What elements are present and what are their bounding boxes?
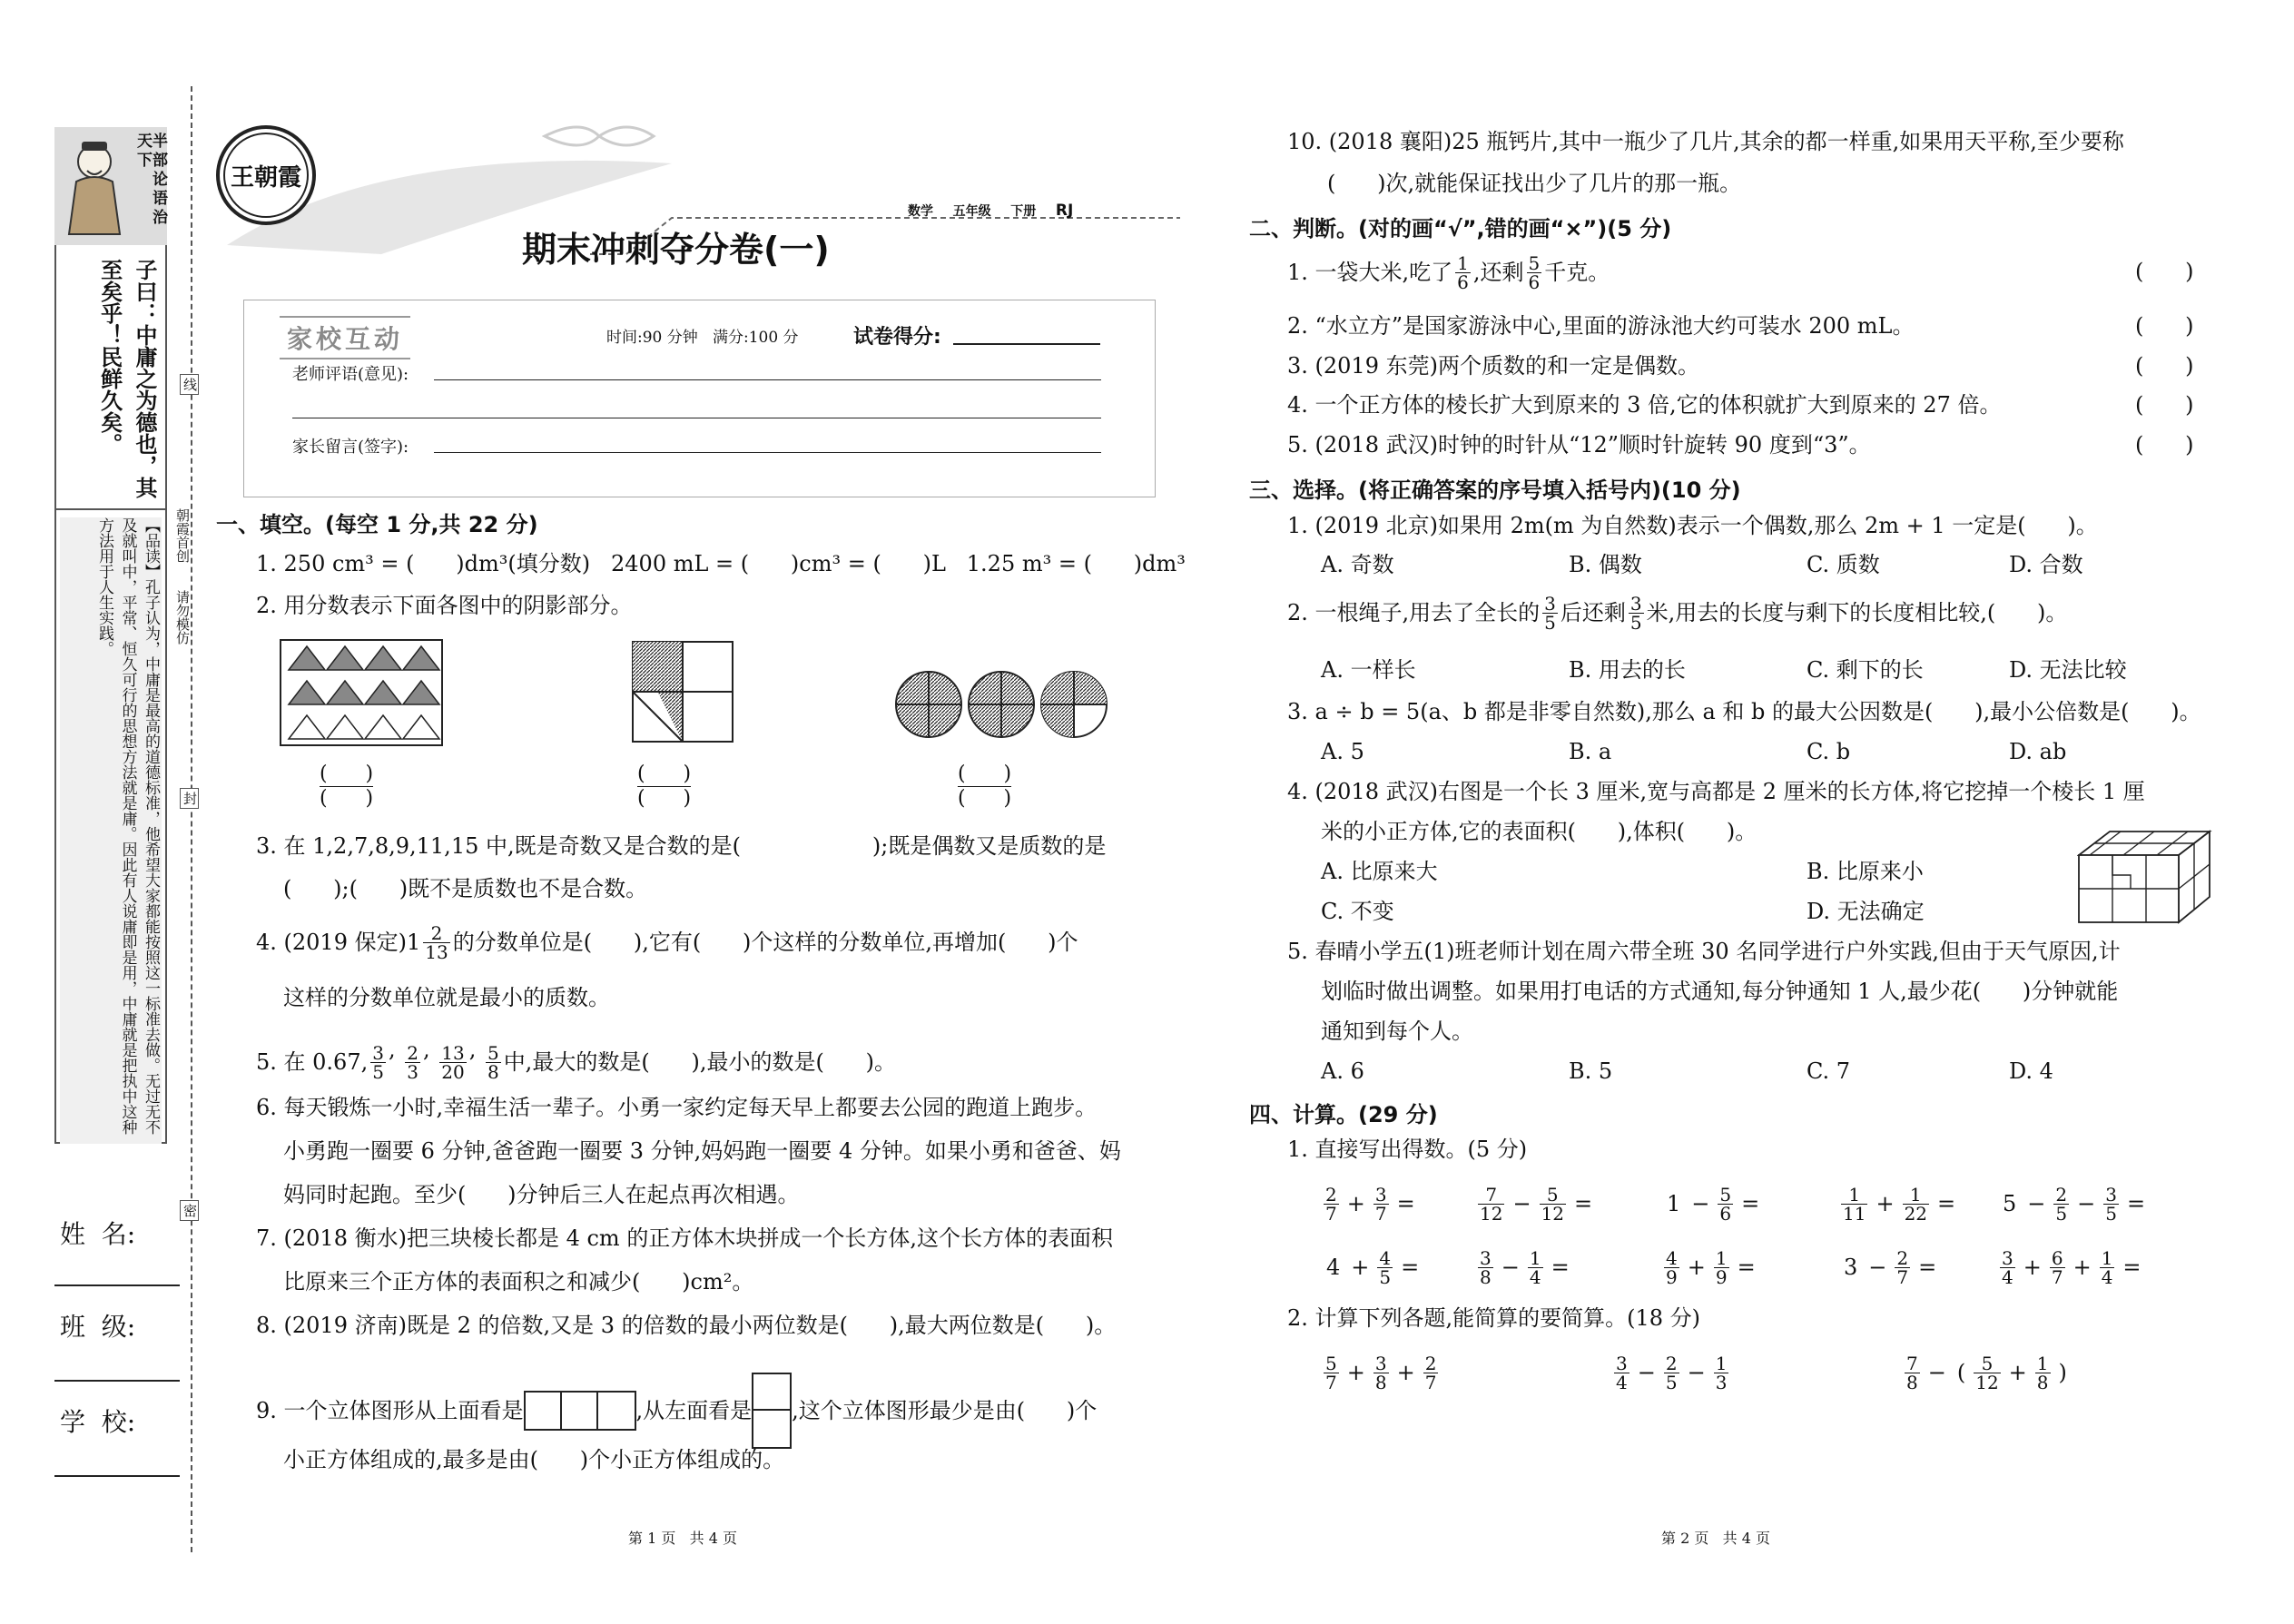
question-2: 2. 用分数表示下面各图中的阴影部分。	[256, 593, 633, 618]
fraction-numerator: 4	[1379, 1246, 1392, 1269]
judge-2-answer[interactable]: ( )	[2135, 313, 2194, 339]
fraction-denominator: 4	[1616, 1371, 1628, 1393]
q5-frac-4-den: 8	[487, 1061, 499, 1084]
calc-token: 3	[1844, 1255, 1858, 1280]
judge-1-mid: ,还剩	[1472, 260, 1524, 286]
page-footer-1: 第 1 页 共 4 页	[628, 1530, 737, 1547]
answer-fraction-2[interactable]	[637, 763, 691, 812]
fraction	[1478, 1183, 1504, 1225]
fraction	[1614, 1354, 1629, 1392]
page-title: 期末冲刺夺分卷(一)	[522, 230, 830, 270]
fraction-denominator: 8	[1480, 1265, 1492, 1288]
calc-expression	[1475, 1240, 1575, 1294]
choice-1-c[interactable]: C. 质数	[1807, 552, 1880, 577]
fraction-denominator: 5	[2105, 1202, 2117, 1225]
calc-expression	[1997, 1176, 2151, 1231]
fraction-numerator: 2	[1325, 1183, 1337, 1206]
q9-prefix: 9. 一个立体图形从上面看是	[256, 1397, 524, 1423]
fraction-denominator: 9	[1715, 1265, 1728, 1288]
fraction-denominator: 22	[1904, 1202, 1928, 1225]
choice-3-a[interactable]: A. 5	[1321, 739, 1364, 764]
choice-2-frac-a-num: 3	[1544, 593, 1556, 615]
fraction-numerator: 5	[1974, 1354, 2000, 1373]
fraction-denominator: 4	[2002, 1265, 2013, 1288]
calc-part-2: 2. 计算下列各题,能简算的要简算。(18 分)	[1287, 1305, 1701, 1331]
judge-5: 5. (2018 武汉)时钟的时针从“12”顺时针旋转 90 度到“3”。	[1287, 432, 1871, 458]
fraction-denominator: 9	[1666, 1265, 1678, 1288]
fraction	[1423, 1354, 1439, 1392]
fraction-denominator: 7	[1325, 1371, 1337, 1393]
choice-5-d[interactable]: D. 4	[2009, 1058, 2053, 1084]
calc-token: =	[1551, 1255, 1570, 1280]
calc-token: 4	[1326, 1255, 1341, 1280]
calc-token: −	[1868, 1255, 1887, 1280]
fraction-denominator: 8	[2036, 1371, 2049, 1393]
calc-token: )	[2058, 1360, 2067, 1385]
calc-expression	[1321, 1345, 1441, 1400]
calc-expression	[1661, 1240, 1761, 1294]
q5-frac-1	[370, 1042, 386, 1084]
interaction-label: 家校互动	[280, 316, 410, 359]
calc-token: −	[1927, 1360, 1946, 1385]
subject-tags	[908, 195, 1086, 221]
fraction-numerator: 3	[1616, 1352, 1628, 1374]
name-label: 姓 名:	[60, 1219, 136, 1249]
calc-token: =	[2122, 1255, 2141, 1280]
question-8: 8. (2019 济南)既是 2 的倍数,又是 3 的倍数的最小两位数是( ),最大两位数是( )。	[256, 1313, 1117, 1338]
fraction-numerator: 2	[1896, 1246, 1909, 1269]
calc-row-1	[1321, 1176, 2192, 1231]
choice-2-frac-b	[1629, 595, 1644, 632]
fraction	[1841, 1183, 1867, 1225]
calc-row-3	[1321, 1345, 2192, 1400]
cut-mark-secret: 密	[180, 1200, 199, 1221]
exam-meta: 时间:90 分钟 满分:100 分	[606, 329, 799, 347]
calc-token: −	[2077, 1191, 2096, 1216]
choice-3-b[interactable]: B. a	[1569, 739, 1612, 764]
q5-prefix: 5. 在 0.67,	[256, 1049, 369, 1076]
calc-token: =	[1741, 1191, 1760, 1216]
judge-1-answer[interactable]: ( )	[2135, 259, 2194, 284]
fraction	[1974, 1354, 2000, 1392]
fraction	[2000, 1246, 2015, 1288]
fraction-numerator: 1	[1529, 1246, 1541, 1269]
figure-square	[632, 641, 733, 743]
calc-token: 1	[1667, 1191, 1681, 1216]
choice-2-post: 米,用去的长度与剩下的长度相比较,( )。	[1646, 600, 2068, 626]
fraction-numerator: 1	[1903, 1186, 1929, 1205]
fraction-numerator: 3	[2002, 1246, 2013, 1269]
fraction-numerator: 3	[1374, 1183, 1387, 1206]
choice-5c: 通知到每个人。	[1321, 1019, 1473, 1044]
question-6c: 妈同时起跑。至少( )分钟后三人在起点再次相遇。	[283, 1182, 800, 1207]
fraction-denominator: 5	[1665, 1371, 1678, 1393]
fraction	[2035, 1354, 2051, 1392]
fraction-denominator: 6	[1719, 1202, 1732, 1225]
fraction-denominator: 5	[2055, 1202, 2068, 1225]
choice-1: 1. (2019 北京)如果用 2m(m 为自然数)表示一个偶数,那么 2m + 1 一定是( )。	[1287, 513, 2098, 538]
fraction-denominator: 7	[1896, 1265, 1909, 1288]
sidebar-badge: 半部论语治天下	[133, 133, 167, 228]
fraction-denominator: 12	[1480, 1202, 1503, 1225]
answer-fraction-1[interactable]	[320, 763, 373, 812]
tag-grade: 五年级	[952, 204, 991, 219]
sidebar-divider	[54, 508, 167, 510]
q5-frac-2	[405, 1042, 420, 1084]
calc-token: −	[1637, 1360, 1656, 1385]
calc-expression	[1838, 1240, 1942, 1294]
q5-frac-2-num: 2	[407, 1042, 418, 1065]
answer-fraction-3-den: ( )	[958, 787, 1012, 811]
question-9a	[256, 1373, 1097, 1449]
choice-3-c[interactable]: C. b	[1807, 739, 1851, 764]
question-3a: 3. 在 1,2,7,8,9,11,15 中,既是奇数又是合数的是( );既是偶数又是质数的是	[256, 833, 1107, 859]
fraction-numerator: 5	[1540, 1186, 1566, 1205]
calc-expression	[1838, 1176, 1961, 1231]
left-view-figure	[752, 1373, 792, 1449]
fraction-denominator: 7	[1374, 1202, 1387, 1225]
calc-token: −	[1691, 1191, 1710, 1216]
calc-token: =	[1574, 1191, 1593, 1216]
fraction-numerator: 5	[1325, 1352, 1337, 1374]
answer-fraction-1-den: ( )	[320, 787, 374, 811]
choice-2-c[interactable]: C. 剩下的长	[1807, 657, 1924, 683]
choice-4-c[interactable]: C. 不变	[1321, 899, 1394, 924]
fraction-denominator: 8	[1906, 1371, 1918, 1393]
sidebar-quote: 子曰：中庸之为德也，其至矣乎！民鲜久矣。	[96, 259, 157, 498]
fraction	[2053, 1183, 2069, 1225]
fraction	[1714, 1354, 1729, 1392]
judge-1-frac-a-den: 6	[1457, 271, 1469, 293]
calc-token: +	[1396, 1360, 1415, 1385]
calc-token: =	[1401, 1255, 1420, 1280]
calc-token: =	[1396, 1191, 1415, 1216]
choice-5-b[interactable]: B. 5	[1569, 1058, 1613, 1084]
judge-1-frac-b-den: 6	[1528, 271, 1541, 293]
section-fill-blank: 一、填空。(每空 1 分,共 22 分)	[216, 512, 538, 537]
choice-2-mid: 后还剩	[1560, 600, 1626, 626]
calc-token: +	[2008, 1360, 2027, 1385]
cut-mark-line: 线	[180, 374, 199, 395]
tag-volume: 下册	[1010, 204, 1037, 219]
q5-suffix: 中,最大的数是( ),最小的数是( )。	[503, 1049, 896, 1076]
choice-5-a[interactable]: A. 6	[1321, 1058, 1364, 1084]
question-3b: ( );( )既不是质数也不是合数。	[283, 876, 648, 901]
cuboid-figure	[2077, 828, 2213, 928]
answer-fraction-1-num: ( )	[320, 763, 373, 787]
choice-4b: 米的小正方体,它的表面积( ),体积( )。	[1321, 819, 1757, 844]
choice-2-frac-b-num: 3	[1629, 593, 1642, 615]
q5-frac-3-num: 13	[441, 1042, 465, 1065]
answer-fraction-3-num: ( )	[958, 763, 1011, 787]
calc-token: −	[1512, 1191, 1531, 1216]
logo-text: 王朝霞	[230, 163, 301, 192]
fraction-numerator: 7	[1478, 1186, 1504, 1205]
q5-frac-3-den: 20	[441, 1061, 465, 1084]
answer-fraction-3[interactable]	[958, 763, 1011, 812]
section-judge: 二、判断。(对的画“√”,错的画“×”)(5 分)	[1249, 216, 1672, 241]
figure-triangles	[280, 639, 443, 746]
fraction	[1718, 1183, 1733, 1225]
calc-token: +	[1346, 1191, 1365, 1216]
tag-edition: RJ	[1055, 202, 1074, 220]
choice-2-frac-b-den: 5	[1629, 612, 1642, 634]
fraction	[1373, 1354, 1389, 1392]
page-footer-2: 第 2 页 共 4 页	[1661, 1530, 1770, 1547]
fraction-numerator: 3	[2105, 1183, 2117, 1206]
choice-2-pre: 2. 一根绳子,用去了全长的	[1287, 600, 1541, 626]
fraction	[1324, 1354, 1339, 1392]
q5-frac-4	[486, 1042, 501, 1084]
choice-2-frac-a	[1542, 595, 1558, 632]
fraction	[1324, 1183, 1339, 1225]
fraction-numerator: 1	[1841, 1186, 1867, 1205]
calc-part-1: 1. 直接写出得数。(5 分)	[1287, 1137, 1528, 1162]
question-4b: 这样的分数单位就是最小的质数。	[283, 985, 610, 1010]
calc-token: −	[1501, 1255, 1520, 1280]
q9-middle: ,从左面看是	[635, 1397, 753, 1423]
q4-frac-num: 2	[423, 924, 449, 943]
calc-token: +	[1351, 1255, 1370, 1280]
score-field[interactable]	[953, 343, 1100, 345]
judge-1-frac-b-num: 5	[1528, 252, 1541, 274]
fraction-numerator: 6	[2051, 1246, 2063, 1269]
figure-circles	[894, 670, 1112, 743]
judge-4: 4. 一个正方体的棱长扩大到原来的 3 倍,它的体积就扩大到原来的 27 倍。	[1287, 392, 2002, 418]
choice-5a: 5. 春晴小学五(1)班老师计划在周六带全班 30 名同学进行户外实践,但由于天气原因,计	[1287, 939, 2121, 964]
question-10b: ( )次,就能保证找出少了几片的那一瓶。	[1327, 171, 1742, 196]
fraction	[1905, 1354, 1920, 1392]
q5-frac-4-num: 5	[487, 1042, 499, 1065]
choice-4a: 4. (2018 武汉)右图是一个长 3 厘米,宽与高都是 2 厘米的长方体,将它挖掉一个棱长 1 厘	[1287, 779, 2145, 804]
judge-3-answer[interactable]: ( )	[2135, 353, 2194, 379]
fraction-denominator: 7	[1325, 1202, 1337, 1225]
choice-2-a[interactable]: A. 一样长	[1321, 657, 1416, 683]
fraction-denominator: 11	[1843, 1202, 1866, 1225]
fraction	[1377, 1246, 1393, 1288]
calc-expression	[1611, 1345, 1731, 1400]
school-label: 学 校:	[60, 1407, 136, 1437]
judge-1-frac-b	[1527, 254, 1542, 291]
fraction	[1478, 1246, 1493, 1288]
choice-4-b[interactable]: B. 比原来小	[1807, 859, 1924, 884]
sidebar-reading: 【品读】孔子认为，中庸是最高的道德标准，他希望大家都能按照这一标准去做。无过无不及就叫中，平常、恒久可行的思想方法就是庸。因此有人说庸即是用，中庸就是把执中这种方法用于人生实践。	[60, 517, 162, 1144]
fraction-denominator: 8	[1374, 1371, 1387, 1393]
question-7b: 比原来三个正方体的表面积之和减少( )cm²。	[283, 1269, 754, 1294]
fraction-denominator: 5	[1379, 1265, 1392, 1288]
fraction	[1903, 1183, 1929, 1225]
judge-1-frac-a	[1455, 254, 1471, 291]
q5-frac-3	[439, 1042, 466, 1084]
fraction-denominator: 12	[1541, 1202, 1565, 1225]
fraction-numerator: 1	[2101, 1246, 2113, 1269]
calc-token: +	[1876, 1191, 1895, 1216]
choice-2-frac-a-den: 5	[1544, 612, 1556, 634]
fraction	[1528, 1246, 1543, 1288]
fraction-denominator: 7	[2051, 1265, 2063, 1288]
calc-token: −	[1687, 1360, 1706, 1385]
fraction-numerator: 2	[2055, 1183, 2068, 1206]
fraction	[1373, 1183, 1389, 1225]
fraction-numerator: 3	[1480, 1246, 1492, 1269]
q5-frac-1-den: 5	[372, 1061, 384, 1084]
q4-frac-den: 13	[425, 941, 448, 963]
question-6a: 6. 每天锻炼一小时,幸福生活一辈子。小勇一家约定每天早上都要去公园的跑道上跑步。	[256, 1095, 1098, 1120]
calc-row-2	[1321, 1240, 2192, 1294]
calc-token: =	[1737, 1255, 1756, 1280]
binding-line	[191, 86, 192, 1552]
q4-whole: 1	[406, 930, 421, 956]
choice-5-c[interactable]: C. 7	[1807, 1058, 1851, 1084]
fraction-numerator: 3	[1374, 1352, 1387, 1374]
calc-token: =	[1918, 1255, 1937, 1280]
judge-1-text: 1. 一袋大米,吃了	[1287, 260, 1453, 286]
fraction	[2100, 1246, 2115, 1288]
calc-expression	[1902, 1345, 2072, 1400]
calc-token: +	[1687, 1255, 1706, 1280]
fraction	[1664, 1354, 1679, 1392]
choice-2-b[interactable]: B. 用去的长	[1569, 657, 1686, 683]
parent-note-field[interactable]	[434, 452, 1101, 453]
choice-1-d[interactable]: D. 合数	[2009, 552, 2083, 577]
q4-prefix: 4. (2019 保定)	[256, 930, 407, 956]
choice-5b: 划临时做出调整。如果用打电话的方式通知,每分钟通知 1 人,最少花( )分钟就能	[1321, 979, 2119, 1004]
calc-expression	[1661, 1176, 1765, 1231]
choice-2-d[interactable]: D. 无法比较	[2009, 657, 2127, 683]
choice-3-d[interactable]: D. ab	[2009, 739, 2067, 764]
answer-fraction-2-num: ( )	[637, 763, 691, 787]
fraction-denominator: 12	[1975, 1371, 1999, 1393]
fraction-numerator: 2	[1665, 1352, 1678, 1374]
teacher-comment-label: 老师评语(意见):	[292, 365, 409, 384]
section-choice: 三、选择。(将正确答案的序号填入括号内)(10 分)	[1249, 477, 1741, 503]
calc-token: −	[2027, 1191, 2046, 1216]
class-label: 班 级:	[60, 1312, 136, 1342]
fraction-denominator: 4	[1529, 1265, 1541, 1288]
calc-expression	[1997, 1240, 2147, 1294]
tip-no-copy: 请勿模仿	[174, 590, 191, 645]
question-4a	[256, 924, 1078, 961]
judge-1	[1287, 254, 1610, 291]
fraction-numerator: 2	[1424, 1352, 1437, 1374]
fraction-numerator: 1	[1715, 1352, 1728, 1374]
tip-original: 朝霞首创	[174, 508, 191, 563]
calc-token: 5	[2003, 1191, 2017, 1216]
brand-logo	[216, 125, 316, 225]
q9-suffix: ,这个立体图形最少是由( )个	[792, 1397, 1098, 1423]
section-calc: 四、计算。(29 分)	[1249, 1102, 1438, 1127]
choice-4-d[interactable]: D. 无法确定	[1807, 899, 1925, 924]
fraction-denominator: 7	[1424, 1371, 1437, 1393]
calc-expression	[1321, 1176, 1421, 1231]
fraction	[1540, 1183, 1566, 1225]
choice-2	[1287, 595, 2067, 632]
class-field[interactable]	[54, 1380, 180, 1382]
calc-token: +	[2023, 1255, 2042, 1280]
teacher-comment-field[interactable]	[434, 379, 1101, 380]
question-5: 5. 在 0.67, $\frac{3}{5}$ , $\frac{2}{3}$ , $\frac{13}{20}$ , $\frac{5}{8}$ 中,最大的数是( ),最小的数是( )。	[256, 1037, 896, 1084]
judge-5-answer[interactable]: ( )	[2135, 432, 2194, 458]
top-view-figure	[524, 1391, 636, 1431]
judge-2: 2. “水立方”是国家游泳中心,里面的游泳池大约可装水 200 mL。	[1287, 313, 1915, 339]
calc-expression	[1321, 1240, 1424, 1294]
calc-token: +	[1346, 1360, 1365, 1385]
calc-token: =	[2126, 1191, 2146, 1216]
calc-expression	[1475, 1176, 1598, 1231]
question-1: 1. 250 cm³ = ( )dm³(填分数) 2400 mL = ( )cm³ = ( )L 1.25 m³ = ( )dm³	[256, 551, 1186, 576]
score-label: 试卷得分:	[853, 326, 941, 349]
fraction-numerator: 1	[2036, 1352, 2049, 1374]
tag-subject: 数学	[908, 204, 933, 219]
q5-frac-2-den: 3	[407, 1061, 418, 1084]
answer-fraction-2-den: ( )	[637, 787, 692, 811]
choice-3: 3. a ÷ b = 5(a、b 都是非零自然数),那么 a 和 b 的最大公因数是( ),最小公倍数是( )。	[1287, 699, 2201, 724]
judge-1-post: 千克。	[1544, 260, 1610, 286]
choice-4-a[interactable]: A. 比原来大	[1321, 859, 1438, 884]
judge-3: 3. (2019 东莞)两个质数的和一定是偶数。	[1287, 353, 1699, 379]
name-field[interactable]	[54, 1284, 180, 1286]
fraction-denominator: 4	[2101, 1265, 2113, 1288]
q4-fraction	[423, 924, 449, 961]
fraction	[2050, 1246, 2065, 1288]
judge-1-frac-a-num: 1	[1457, 252, 1469, 274]
fraction-numerator: 5	[1719, 1183, 1732, 1206]
question-7a: 7. (2018 衡水)把三块棱长都是 4 cm 的正方体木块拼成一个长方体,这个长方体的表面积	[256, 1225, 1113, 1251]
confucius-figure	[60, 134, 133, 239]
fraction-numerator: 4	[1666, 1246, 1678, 1269]
school-field[interactable]	[54, 1475, 180, 1477]
calc-token: =	[1937, 1191, 1956, 1216]
calc-token: (	[1956, 1360, 1966, 1385]
question-10a: 10. (2018 襄阳)25 瓶钙片,其中一瓶少了几片,其余的都一样重,如果用天平称,至少要称	[1287, 129, 2124, 154]
fraction-numerator: 7	[1906, 1352, 1918, 1374]
calc-token: +	[2072, 1255, 2092, 1280]
parent-note-label: 家长留言(签字):	[292, 438, 409, 457]
question-6b: 小勇跑一圈要 6 分钟,爸爸跑一圈要 3 分钟,妈妈跑一圈要 4 分钟。如果小勇和爸爸、妈	[283, 1138, 1121, 1164]
fraction-numerator: 1	[1715, 1246, 1728, 1269]
q5-frac-1-num: 3	[372, 1042, 384, 1065]
judge-4-answer[interactable]: ( )	[2135, 392, 2194, 418]
fraction	[1895, 1246, 1910, 1288]
choice-1-b[interactable]: B. 偶数	[1569, 552, 1642, 577]
fraction	[1714, 1246, 1729, 1288]
choice-1-a[interactable]: A. 奇数	[1321, 552, 1394, 577]
fraction-denominator: 3	[1715, 1371, 1728, 1393]
fraction	[1664, 1246, 1679, 1288]
fraction	[2103, 1183, 2119, 1225]
q4-suffix: 的分数单位是( ),它有( )个这样的分数单位,再增加( )个	[452, 930, 1078, 956]
cut-mark-seal: 封	[180, 788, 199, 809]
question-9b: 小正方体组成的,最多是由( )个小正方体组成的。	[283, 1447, 785, 1472]
